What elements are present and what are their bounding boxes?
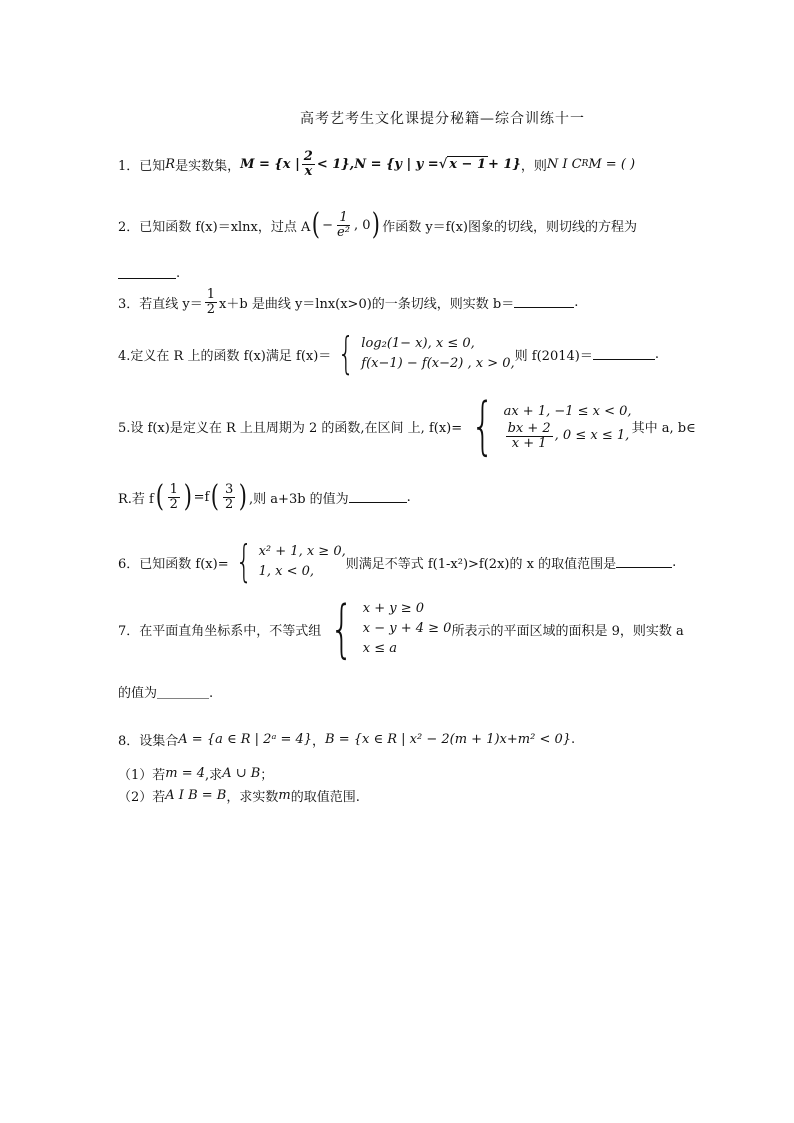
q7-brace: { <box>330 592 354 665</box>
q3-a: 3．若直线 y＝ <box>118 296 203 312</box>
q3-num: 1 <box>206 287 216 302</box>
q1-N-radicand: x − 1 <box>449 157 486 173</box>
q8-tail: . <box>571 732 576 747</box>
q4-b: 则 f(2014)＝ <box>514 348 593 364</box>
q6-cases <box>259 542 346 582</box>
q8-p2-expr: A I B = B <box>165 788 227 803</box>
q7-a: 7．在平面直角坐标系中，不等式组 <box>118 623 322 639</box>
q1-M-num: 2 <box>303 149 313 164</box>
q8-p2-tail: 的取值范围. <box>290 790 360 805</box>
q1-sub: R <box>581 159 589 170</box>
question-1 <box>118 150 635 178</box>
q3-b: x＋b 是曲线 y＝lnx(x>0)的一条切线，则实数 b＝ <box>219 296 515 312</box>
q5-line2-b: ,则 a+3b 的值为 <box>249 491 349 507</box>
q5-f1-den: 2 <box>169 496 178 512</box>
q4-tail: . <box>654 346 659 362</box>
q1-M-fraction <box>302 150 315 178</box>
q5-case2-den: x + 1 <box>511 435 547 451</box>
q8-p1-m: m = 4 <box>165 766 206 781</box>
q3-answer-blank[interactable] <box>514 297 574 308</box>
q1-then: ，则 <box>520 158 547 174</box>
q8-p1-b: ,求 <box>205 768 223 783</box>
q2-line1-a: 2．已知函数 f(x)＝xlnx，过点 A <box>118 219 311 235</box>
q2-pt-num: 1 <box>339 209 348 225</box>
q5-f1-paren-left: ( <box>155 479 164 514</box>
q7-case2: x − y + 4 ≥ 0 <box>362 620 452 636</box>
q3-tail: . <box>574 294 579 310</box>
q1-R: R <box>165 156 176 172</box>
q5-brace: { <box>471 389 495 462</box>
q7-line2: 的值为＿＿＿＿. <box>118 686 214 701</box>
q2-pt-tail: , 0 <box>353 217 371 233</box>
q7-cases <box>363 599 452 659</box>
q5-case1: ax + 1, −1 ≤ x < 0, <box>503 403 632 419</box>
q5-f1-num: 1 <box>169 481 178 497</box>
q5-f1-fraction <box>168 483 180 511</box>
q2-line1-b: 作函数 y＝f(x)图象的切线，则切线的方程为 <box>382 219 637 235</box>
question-8 <box>118 730 575 749</box>
q7-case1: x + y ≥ 0 <box>362 600 424 616</box>
question-7-line2 <box>118 682 213 701</box>
q5-line2-a: R.若 f <box>118 491 154 507</box>
q1-M-tail: < 1}, <box>316 156 355 172</box>
question-6 <box>118 536 677 587</box>
q1-expr-tail: M = ( ) <box>588 156 636 172</box>
q8-set-A: A = {a ∈ R | 2ᵃ = 4} <box>178 732 313 747</box>
q7-case3: x ≤ a <box>362 641 397 657</box>
q1-is-reals: 是实数集， <box>175 158 241 174</box>
q2-paren-left: ( <box>312 207 321 242</box>
q6-answer-blank[interactable] <box>616 557 672 568</box>
q1-expr: N I C <box>546 156 582 172</box>
q7-b: 所表示的平面区域的面积是 9，则实数 a <box>451 623 684 639</box>
q8-p2-a: （2）若 <box>118 790 166 805</box>
q5-answer-blank[interactable] <box>349 492 407 503</box>
q4-a: 4.定义在 R 上的函数 f(x)满足 f(x)＝ <box>118 348 332 364</box>
q8-lead: 8．设集合 <box>118 734 179 749</box>
q5-case2-num: bx + 2 <box>507 420 551 436</box>
q1-N-tail: + 1} <box>488 156 521 172</box>
q4-cases <box>361 334 514 374</box>
q8-p2-m: m <box>278 788 291 803</box>
q5-case2-tail: , 0 ≤ x ≤ 1, <box>554 427 630 443</box>
q8-p1-tail: ； <box>260 768 274 783</box>
q5-f1-paren-right: ) <box>183 479 192 514</box>
q1-sqrt-sign: √ <box>438 156 448 172</box>
q4-case2: f(x−1) − f(x−2) , x > 0, <box>361 356 515 371</box>
q1-M-head: M = {x | <box>240 156 300 172</box>
q4-answer-blank[interactable] <box>593 349 655 360</box>
q6-brace: { <box>235 536 252 587</box>
q5-a: 5.设 f(x)是定义在 R 上且周期为 2 的函数,在区间 上, f(x)= <box>118 420 463 436</box>
q8-set-B: B = {x ∈ R | x² − 2(m + 1)x+m² < 0} <box>325 732 572 747</box>
q5-f2-paren-right: ) <box>239 479 248 514</box>
q3-den: 2 <box>206 301 216 317</box>
q1-M-den: x <box>304 163 313 179</box>
question-8-part2 <box>118 786 360 805</box>
q5-eq: =f <box>193 489 210 505</box>
q8-sep: ， <box>312 734 326 749</box>
q8-p1-a: （1）若 <box>118 768 166 783</box>
q2-pt-minus: − <box>322 217 334 233</box>
question-7 <box>118 592 684 665</box>
q4-case1: log₂(1− x), x ≤ 0, <box>361 335 475 351</box>
q5-case2 <box>504 422 632 450</box>
q5-f2-den: 2 <box>225 496 234 512</box>
q6-b: 则满足不等式 f(1-x²)>f(2x)的 x 的取值范围是 <box>345 556 617 572</box>
q5-b: 其中 a, b∈ <box>631 420 696 436</box>
question-2 <box>118 207 637 242</box>
q6-case1: x² + 1, x ≥ 0, <box>258 543 346 559</box>
q2-pt-den: e² <box>337 224 350 240</box>
q4-brace: { <box>337 328 355 379</box>
question-4 <box>118 328 659 379</box>
q2-paren-right: ) <box>372 207 381 242</box>
q2-answer-blank[interactable] <box>118 268 176 279</box>
question-2-line2 <box>118 266 180 281</box>
q6-a: 6．已知函数 f(x)= <box>118 556 229 572</box>
q2-line2-tail: . <box>176 266 181 281</box>
q6-case2: 1, x < 0, <box>258 564 315 579</box>
q5-f2-num: 3 <box>225 481 234 497</box>
q6-tail: . <box>672 554 677 570</box>
question-3 <box>118 288 578 316</box>
q5-tail: . <box>406 489 411 505</box>
q5-f2-paren-left: ( <box>211 479 220 514</box>
page-title: 高考艺考生文化课提分秘籍—综合训练十一 <box>300 111 585 127</box>
q5-case2-fraction <box>506 422 553 450</box>
q5-f2-fraction <box>223 483 235 511</box>
q1-N-head: N = {y | y = <box>354 156 439 172</box>
question-8-part1 <box>118 764 273 783</box>
question-5 <box>118 389 696 462</box>
q5-cases <box>504 402 632 450</box>
q1-lead: 1．已知 <box>118 158 166 174</box>
q2-point-fraction <box>335 211 352 239</box>
question-5-line2 <box>118 479 411 514</box>
q3-fraction <box>205 288 217 316</box>
q8-p2-b: ，求实数 <box>226 790 279 805</box>
q8-p1-expr: A ∪ B <box>222 766 261 781</box>
